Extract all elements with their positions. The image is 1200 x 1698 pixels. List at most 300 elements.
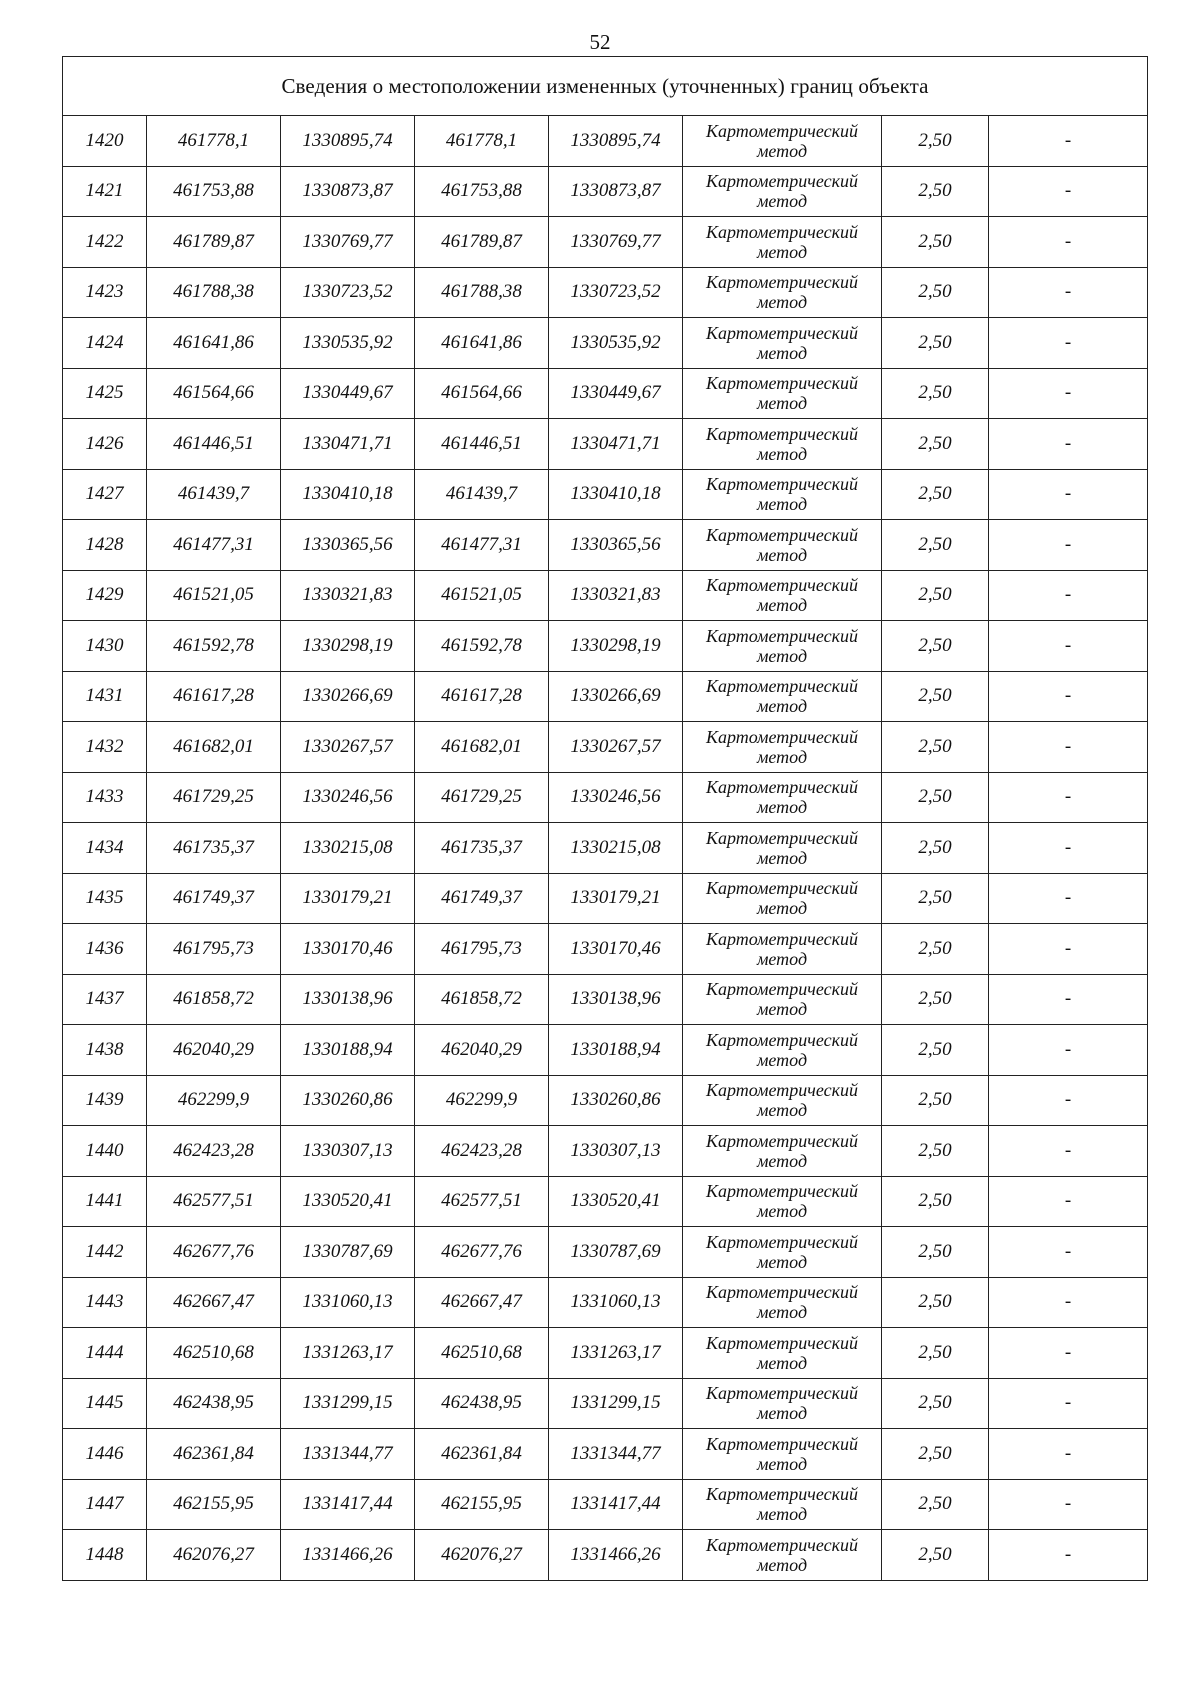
point-number-cell: 1439: [63, 1075, 147, 1126]
method-line-2: метод: [756, 191, 808, 212]
point-number-cell: 1434: [63, 823, 147, 874]
accuracy-cell: 2,50: [882, 722, 989, 773]
refined-y-cell: 1331299,15: [549, 1378, 683, 1429]
refined-x-cell: 461735,37: [415, 823, 549, 874]
refined-x-cell: 462577,51: [415, 1176, 549, 1227]
refined-x-cell: 461788,38: [415, 267, 549, 318]
existing-x-cell: 462040,29: [147, 1025, 281, 1076]
accuracy-cell: 2,50: [882, 217, 989, 268]
method-line-1: Картометрический: [705, 120, 858, 141]
note-cell: -: [989, 974, 1148, 1025]
refined-x-cell: 461753,88: [415, 166, 549, 217]
refined-x-cell: 462677,76: [415, 1227, 549, 1278]
method-line-2: метод: [756, 696, 808, 717]
method-line-1: Картометрический: [705, 474, 858, 495]
note-cell: -: [989, 1227, 1148, 1278]
refined-y-cell: 1330298,19: [549, 621, 683, 672]
method-line-1: Картометрический: [705, 322, 858, 343]
method-cell: [683, 469, 882, 520]
refined-y-cell: 1330520,41: [549, 1176, 683, 1227]
method-line-1: Картометрический: [705, 827, 858, 848]
method-line-2: метод: [756, 1504, 808, 1525]
method-line-2: метод: [756, 645, 808, 666]
method-cell: [683, 267, 882, 318]
note-cell: -: [989, 217, 1148, 268]
table-row: [63, 1277, 1148, 1328]
note-cell: -: [989, 1429, 1148, 1480]
accuracy-cell: 2,50: [882, 368, 989, 419]
method-cell: [683, 116, 882, 167]
method-line-1: Картометрический: [705, 928, 858, 949]
accuracy-cell: 2,50: [882, 116, 989, 167]
accuracy-cell: 2,50: [882, 1277, 989, 1328]
method-line-2: метод: [756, 342, 808, 363]
accuracy-cell: 2,50: [882, 1025, 989, 1076]
method-cell: [683, 1328, 882, 1379]
note-cell: -: [989, 267, 1148, 318]
accuracy-cell: 2,50: [882, 873, 989, 924]
existing-x-cell: 461617,28: [147, 671, 281, 722]
table-row: [63, 267, 1148, 318]
accuracy-cell: 2,50: [882, 1429, 989, 1480]
method-cell: [683, 1479, 882, 1530]
point-number-cell: 1447: [63, 1479, 147, 1530]
method-cell: [683, 1277, 882, 1328]
table-row: [63, 924, 1148, 975]
point-number-cell: 1422: [63, 217, 147, 268]
table-row: [63, 1530, 1148, 1581]
existing-y-cell: 1331263,17: [281, 1328, 415, 1379]
existing-x-cell: 461729,25: [147, 772, 281, 823]
note-cell: -: [989, 873, 1148, 924]
method-line-1: Картометрический: [705, 1181, 858, 1202]
existing-x-cell: 462076,27: [147, 1530, 281, 1581]
refined-y-cell: 1330267,57: [549, 722, 683, 773]
existing-y-cell: 1330410,18: [281, 469, 415, 520]
table-body: [63, 57, 1148, 1581]
method-line-1: Картометрический: [705, 777, 858, 798]
existing-y-cell: 1330267,57: [281, 722, 415, 773]
method-line-1: Картометрический: [705, 1383, 858, 1404]
existing-y-cell: 1330471,71: [281, 419, 415, 470]
table-row: [63, 166, 1148, 217]
table-title-row: [63, 57, 1148, 116]
method-line-2: метод: [756, 746, 808, 767]
refined-y-cell: 1330179,21: [549, 873, 683, 924]
accuracy-cell: 2,50: [882, 974, 989, 1025]
method-cell: [683, 1530, 882, 1581]
existing-y-cell: 1331060,13: [281, 1277, 415, 1328]
refined-y-cell: 1330215,08: [549, 823, 683, 874]
method-cell: [683, 924, 882, 975]
existing-y-cell: 1330895,74: [281, 116, 415, 167]
point-number-cell: 1437: [63, 974, 147, 1025]
note-cell: -: [989, 1378, 1148, 1429]
accuracy-cell: 2,50: [882, 318, 989, 369]
point-number-cell: 1441: [63, 1176, 147, 1227]
note-cell: -: [989, 368, 1148, 419]
method-cell: [683, 1025, 882, 1076]
method-line-2: метод: [756, 1352, 808, 1373]
accuracy-cell: 2,50: [882, 1530, 989, 1581]
existing-x-cell: 461778,1: [147, 116, 281, 167]
method-line-2: метод: [756, 292, 808, 313]
point-number-cell: 1438: [63, 1025, 147, 1076]
method-cell: [683, 772, 882, 823]
refined-y-cell: 1330246,56: [549, 772, 683, 823]
refined-y-cell: 1330170,46: [549, 924, 683, 975]
method-cell: [683, 166, 882, 217]
existing-y-cell: 1330449,67: [281, 368, 415, 419]
refined-x-cell: 461592,78: [415, 621, 549, 672]
method-cell: [683, 1075, 882, 1126]
method-line-2: метод: [756, 797, 808, 818]
method-cell: [683, 520, 882, 571]
method-line-2: метод: [756, 1201, 808, 1222]
point-number-cell: 1436: [63, 924, 147, 975]
existing-y-cell: 1330787,69: [281, 1227, 415, 1278]
refined-y-cell: 1331263,17: [549, 1328, 683, 1379]
note-cell: -: [989, 924, 1148, 975]
note-cell: -: [989, 772, 1148, 823]
note-cell: -: [989, 419, 1148, 470]
note-cell: -: [989, 671, 1148, 722]
method-line-2: метод: [756, 898, 808, 919]
method-line-2: метод: [756, 1049, 808, 1070]
existing-y-cell: 1331417,44: [281, 1479, 415, 1530]
existing-y-cell: 1330215,08: [281, 823, 415, 874]
method-cell: [683, 1126, 882, 1177]
refined-y-cell: 1331344,77: [549, 1429, 683, 1480]
table-row: [63, 1176, 1148, 1227]
method-line-1: Картометрический: [705, 1332, 858, 1353]
table-row: [63, 419, 1148, 470]
table-row: [63, 520, 1148, 571]
accuracy-cell: 2,50: [882, 570, 989, 621]
accuracy-cell: 2,50: [882, 166, 989, 217]
point-number-cell: 1443: [63, 1277, 147, 1328]
existing-x-cell: 461682,01: [147, 722, 281, 773]
refined-x-cell: 461729,25: [415, 772, 549, 823]
refined-x-cell: 461641,86: [415, 318, 549, 369]
refined-y-cell: 1330723,52: [549, 267, 683, 318]
method-line-2: метод: [756, 544, 808, 565]
existing-y-cell: 1330266,69: [281, 671, 415, 722]
table-row: [63, 722, 1148, 773]
existing-y-cell: 1330246,56: [281, 772, 415, 823]
existing-y-cell: 1330298,19: [281, 621, 415, 672]
existing-x-cell: 461641,86: [147, 318, 281, 369]
existing-x-cell: 461439,7: [147, 469, 281, 520]
refined-y-cell: 1330307,13: [549, 1126, 683, 1177]
note-cell: -: [989, 166, 1148, 217]
point-number-cell: 1425: [63, 368, 147, 419]
refined-x-cell: 461858,72: [415, 974, 549, 1025]
existing-y-cell: 1330179,21: [281, 873, 415, 924]
accuracy-cell: 2,50: [882, 1479, 989, 1530]
point-number-cell: 1426: [63, 419, 147, 470]
table-row: [63, 1075, 1148, 1126]
accuracy-cell: 2,50: [882, 1378, 989, 1429]
method-line-1: Картометрический: [705, 726, 858, 747]
table-row: [63, 318, 1148, 369]
refined-x-cell: 462510,68: [415, 1328, 549, 1379]
method-cell: [683, 621, 882, 672]
refined-x-cell: 461439,7: [415, 469, 549, 520]
existing-y-cell: 1330520,41: [281, 1176, 415, 1227]
existing-x-cell: 462438,95: [147, 1378, 281, 1429]
existing-x-cell: 461446,51: [147, 419, 281, 470]
point-number-cell: 1428: [63, 520, 147, 571]
method-line-1: Картометрический: [705, 979, 858, 1000]
existing-x-cell: 461477,31: [147, 520, 281, 571]
existing-x-cell: 461735,37: [147, 823, 281, 874]
note-cell: -: [989, 1328, 1148, 1379]
refined-x-cell: 461564,66: [415, 368, 549, 419]
existing-y-cell: 1330307,13: [281, 1126, 415, 1177]
page-number: 52: [589, 30, 611, 54]
refined-y-cell: 1330471,71: [549, 419, 683, 470]
table-row: [63, 1479, 1148, 1530]
point-number-cell: 1433: [63, 772, 147, 823]
refined-y-cell: 1331417,44: [549, 1479, 683, 1530]
point-number-cell: 1448: [63, 1530, 147, 1581]
method-line-1: Картометрический: [705, 1231, 858, 1252]
method-line-2: метод: [756, 1554, 808, 1575]
refined-x-cell: 462155,95: [415, 1479, 549, 1530]
boundary-coordinates-table: [62, 56, 1148, 1581]
existing-x-cell: 461592,78: [147, 621, 281, 672]
existing-y-cell: 1330873,87: [281, 166, 415, 217]
refined-y-cell: 1330266,69: [549, 671, 683, 722]
table-row: [63, 1328, 1148, 1379]
existing-y-cell: 1330535,92: [281, 318, 415, 369]
accuracy-cell: 2,50: [882, 267, 989, 318]
refined-x-cell: 461521,05: [415, 570, 549, 621]
method-line-2: метод: [756, 1100, 808, 1121]
existing-x-cell: 461788,38: [147, 267, 281, 318]
note-cell: -: [989, 1277, 1148, 1328]
refined-y-cell: 1331060,13: [549, 1277, 683, 1328]
existing-x-cell: 461749,37: [147, 873, 281, 924]
method-line-1: Картометрический: [705, 1029, 858, 1050]
point-number-cell: 1421: [63, 166, 147, 217]
refined-y-cell: 1330873,87: [549, 166, 683, 217]
method-line-2: метод: [756, 241, 808, 262]
accuracy-cell: 2,50: [882, 772, 989, 823]
existing-y-cell: 1330365,56: [281, 520, 415, 571]
refined-x-cell: 461795,73: [415, 924, 549, 975]
accuracy-cell: 2,50: [882, 1227, 989, 1278]
point-number-cell: 1442: [63, 1227, 147, 1278]
refined-y-cell: 1330260,86: [549, 1075, 683, 1126]
method-cell: [683, 217, 882, 268]
refined-y-cell: 1330365,56: [549, 520, 683, 571]
accuracy-cell: 2,50: [882, 469, 989, 520]
existing-x-cell: 462577,51: [147, 1176, 281, 1227]
refined-x-cell: 461617,28: [415, 671, 549, 722]
method-cell: [683, 368, 882, 419]
method-line-1: Картометрический: [705, 524, 858, 545]
existing-y-cell: 1330138,96: [281, 974, 415, 1025]
method-cell: [683, 1176, 882, 1227]
table-row: [63, 1378, 1148, 1429]
note-cell: -: [989, 116, 1148, 167]
existing-y-cell: 1331344,77: [281, 1429, 415, 1480]
existing-y-cell: 1331299,15: [281, 1378, 415, 1429]
existing-x-cell: 462667,47: [147, 1277, 281, 1328]
table-row: [63, 469, 1148, 520]
method-cell: [683, 419, 882, 470]
table-row: [63, 368, 1148, 419]
method-line-2: метод: [756, 1251, 808, 1272]
existing-y-cell: 1330188,94: [281, 1025, 415, 1076]
method-line-1: Картометрический: [705, 1534, 858, 1555]
method-line-2: метод: [756, 948, 808, 969]
refined-x-cell: 461778,1: [415, 116, 549, 167]
point-number-cell: 1445: [63, 1378, 147, 1429]
point-number-cell: 1431: [63, 671, 147, 722]
table-row: [63, 823, 1148, 874]
point-number-cell: 1430: [63, 621, 147, 672]
method-line-1: Картометрический: [705, 171, 858, 192]
refined-x-cell: 462667,47: [415, 1277, 549, 1328]
table-row: [63, 1025, 1148, 1076]
existing-x-cell: 461789,87: [147, 217, 281, 268]
refined-x-cell: 462423,28: [415, 1126, 549, 1177]
existing-y-cell: 1330321,83: [281, 570, 415, 621]
method-line-1: Картометрический: [705, 1484, 858, 1505]
method-cell: [683, 318, 882, 369]
refined-y-cell: 1330188,94: [549, 1025, 683, 1076]
note-cell: -: [989, 621, 1148, 672]
existing-x-cell: 461858,72: [147, 974, 281, 1025]
refined-y-cell: 1330535,92: [549, 318, 683, 369]
existing-x-cell: 461521,05: [147, 570, 281, 621]
refined-x-cell: 461477,31: [415, 520, 549, 571]
note-cell: -: [989, 823, 1148, 874]
method-cell: [683, 1429, 882, 1480]
method-line-2: метод: [756, 443, 808, 464]
point-number-cell: 1432: [63, 722, 147, 773]
accuracy-cell: 2,50: [882, 671, 989, 722]
note-cell: -: [989, 1126, 1148, 1177]
note-cell: -: [989, 318, 1148, 369]
existing-x-cell: 461753,88: [147, 166, 281, 217]
accuracy-cell: 2,50: [882, 1126, 989, 1177]
point-number-cell: 1429: [63, 570, 147, 621]
table-row: [63, 116, 1148, 167]
accuracy-cell: 2,50: [882, 1075, 989, 1126]
refined-y-cell: 1330449,67: [549, 368, 683, 419]
existing-y-cell: 1330769,77: [281, 217, 415, 268]
method-line-1: Картометрический: [705, 272, 858, 293]
method-line-2: метод: [756, 1453, 808, 1474]
point-number-cell: 1420: [63, 116, 147, 167]
refined-y-cell: 1331466,26: [549, 1530, 683, 1581]
refined-y-cell: 1330321,83: [549, 570, 683, 621]
note-cell: -: [989, 1479, 1148, 1530]
refined-y-cell: 1330895,74: [549, 116, 683, 167]
point-number-cell: 1423: [63, 267, 147, 318]
method-line-2: метод: [756, 494, 808, 515]
method-line-2: метод: [756, 847, 808, 868]
existing-x-cell: 462299,9: [147, 1075, 281, 1126]
method-line-1: Картометрический: [705, 423, 858, 444]
point-number-cell: 1435: [63, 873, 147, 924]
method-line-1: Картометрический: [705, 878, 858, 899]
accuracy-cell: 2,50: [882, 520, 989, 571]
method-cell: [683, 671, 882, 722]
method-line-1: Картометрический: [705, 1130, 858, 1151]
method-line-2: метод: [756, 1403, 808, 1424]
point-number-cell: 1446: [63, 1429, 147, 1480]
accuracy-cell: 2,50: [882, 1176, 989, 1227]
point-number-cell: 1424: [63, 318, 147, 369]
method-cell: [683, 1227, 882, 1278]
note-cell: -: [989, 1530, 1148, 1581]
method-line-2: метод: [756, 595, 808, 616]
method-line-1: Картометрический: [705, 1282, 858, 1303]
refined-x-cell: 462076,27: [415, 1530, 549, 1581]
existing-y-cell: 1330260,86: [281, 1075, 415, 1126]
method-line-2: метод: [756, 999, 808, 1020]
refined-x-cell: 462299,9: [415, 1075, 549, 1126]
refined-x-cell: 461682,01: [415, 722, 549, 773]
existing-x-cell: 461795,73: [147, 924, 281, 975]
refined-x-cell: 461446,51: [415, 419, 549, 470]
method-line-2: метод: [756, 393, 808, 414]
existing-y-cell: 1330170,46: [281, 924, 415, 975]
note-cell: -: [989, 1025, 1148, 1076]
table-row: [63, 873, 1148, 924]
existing-x-cell: 462155,95: [147, 1479, 281, 1530]
table-row: [63, 217, 1148, 268]
table-row: [63, 1429, 1148, 1480]
existing-x-cell: 462423,28: [147, 1126, 281, 1177]
refined-y-cell: 1330769,77: [549, 217, 683, 268]
existing-x-cell: 462677,76: [147, 1227, 281, 1278]
table-row: [63, 1227, 1148, 1278]
existing-y-cell: 1330723,52: [281, 267, 415, 318]
refined-x-cell: 462438,95: [415, 1378, 549, 1429]
point-number-cell: 1427: [63, 469, 147, 520]
refined-x-cell: 461749,37: [415, 873, 549, 924]
refined-y-cell: 1330138,96: [549, 974, 683, 1025]
note-cell: -: [989, 722, 1148, 773]
accuracy-cell: 2,50: [882, 419, 989, 470]
note-cell: -: [989, 1176, 1148, 1227]
refined-x-cell: 461789,87: [415, 217, 549, 268]
method-line-1: Картометрический: [705, 1080, 858, 1101]
refined-x-cell: 462040,29: [415, 1025, 549, 1076]
table-row: [63, 1126, 1148, 1177]
note-cell: -: [989, 520, 1148, 571]
method-cell: [683, 722, 882, 773]
refined-y-cell: 1330410,18: [549, 469, 683, 520]
method-line-2: метод: [756, 1302, 808, 1323]
point-number-cell: 1440: [63, 1126, 147, 1177]
table-row: [63, 621, 1148, 672]
note-cell: -: [989, 469, 1148, 520]
method-cell: [683, 570, 882, 621]
method-line-2: метод: [756, 1150, 808, 1171]
existing-x-cell: 461564,66: [147, 368, 281, 419]
accuracy-cell: 2,50: [882, 1328, 989, 1379]
method-line-1: Картометрический: [705, 575, 858, 596]
table-row: [63, 772, 1148, 823]
table-title: Сведения о местоположении измененных (уточненных) границ объекта: [63, 57, 1148, 116]
